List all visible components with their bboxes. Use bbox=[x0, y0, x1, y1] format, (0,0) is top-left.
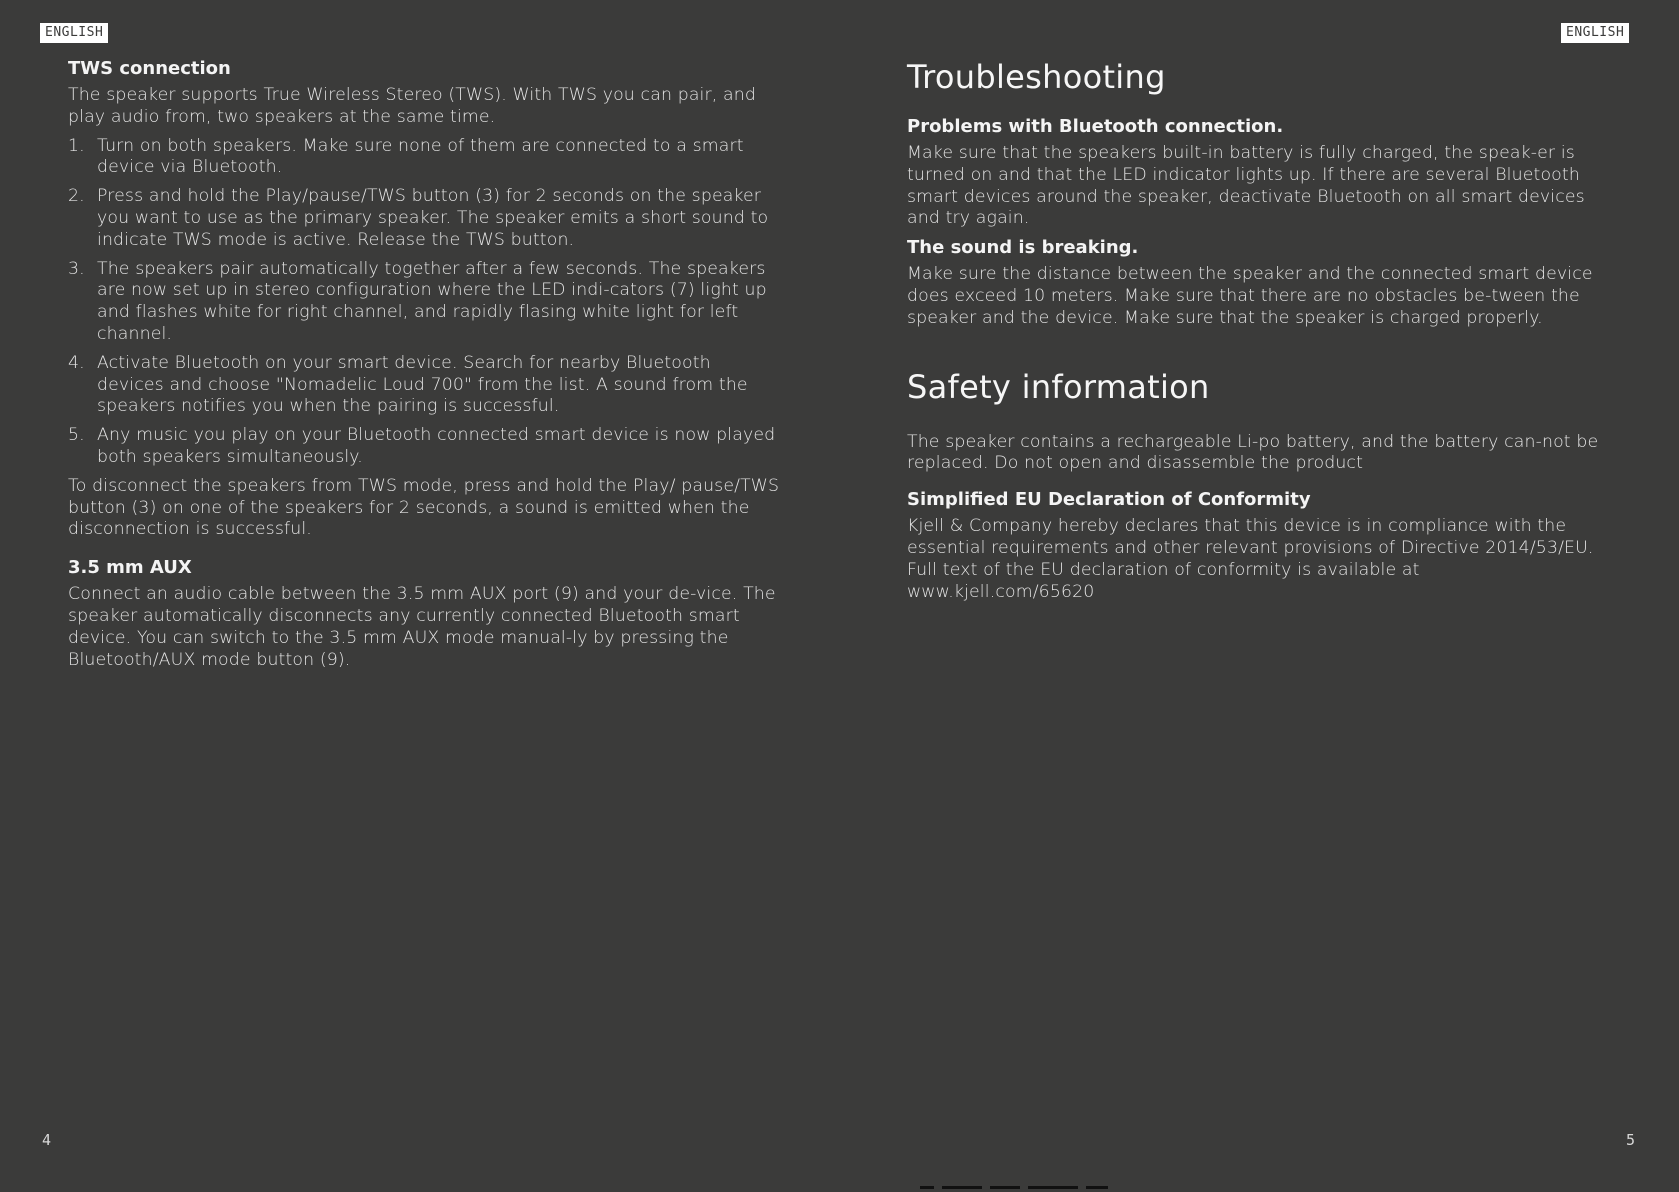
bt-problem-text: Make sure that the speakers built-in battery is fully charged, the speak-er is turned on and that the LED indicator lights up. If there are several Bluetooth smart devices around the speaker, deactivate Bluetooth on all smart devices and try again. bbox=[907, 143, 1585, 229]
page-number-left: 4 bbox=[42, 1131, 52, 1149]
list-item bbox=[68, 186, 780, 251]
step-number: 3. bbox=[68, 258, 85, 279]
language-badge-right: ENGLISH bbox=[1561, 23, 1629, 43]
page-number-right: 5 bbox=[1626, 1131, 1636, 1149]
list-item bbox=[68, 136, 780, 180]
sound-breaking-text: Make sure the distance between the speaker and the connected smart device does exceed 10 meters. Make sure that there are no obstacles be-tween the speaker and the device. Make sure that the speaker is charged properly. bbox=[907, 264, 1593, 328]
step-number: 4. bbox=[68, 352, 85, 373]
bt-problem-heading: Problems with Bluetooth connection. bbox=[907, 116, 1284, 137]
step-number: 2. bbox=[68, 186, 85, 207]
aux-text: Connect an audio cable between the 3.5 mm AUX port (9) and your de-vice. The speaker automatically disconnects any currently connected Bluetooth smart device. You can switch to the 3.5 mm AUX mode manual-ly by pressing the Bluetooth/AUX mode button (9). bbox=[68, 584, 776, 670]
step-number: 5. bbox=[68, 425, 85, 446]
troubleshooting-heading: Troubleshooting bbox=[907, 58, 1166, 96]
tws-heading: TWS connection bbox=[68, 58, 231, 79]
aux-heading: 3.5 mm AUX bbox=[68, 557, 192, 579]
edge-mark bbox=[990, 1186, 1020, 1189]
edge-mark bbox=[920, 1186, 934, 1189]
left-page-column bbox=[68, 58, 780, 671]
tws-intro: The speaker supports True Wireless Stereo (TWS). With TWS you can pair, and play audio from, two speakers at the same time. bbox=[68, 85, 757, 127]
step-text: Press and hold the Play/pause/TWS button (3) for 2 seconds on the speaker you want to use as the primary speaker. The speaker emits a short sound to indicate TWS mode is active. Release the TWS button. bbox=[97, 186, 769, 250]
step-text: Activate Bluetooth on your smart device. Search for nearby Bluetooth devices and choose "Nomadelic Loud 700" from the list. A sound from the speakers notifies you when the pairing is successful. bbox=[97, 352, 748, 417]
tws-disconnect-text: To disconnect the speakers from TWS mode, press and hold the Play/ pause/TWS button (3) on one of the speakers for 2 seconds, a sound is emitted when the disconnection is successful. bbox=[68, 475, 780, 540]
list-item bbox=[68, 259, 780, 346]
step-text: Any music you play on your Bluetooth connected smart device is now played both speakers simultaneously. bbox=[97, 425, 776, 467]
language-badge-left: ENGLISH bbox=[40, 23, 108, 43]
sound-breaking-heading: The sound is breaking. bbox=[907, 237, 1139, 259]
edge-mark bbox=[1028, 1186, 1078, 1189]
step-text: Turn on both speakers. Make sure none of them are connected to a smart device via Bluetooth. bbox=[97, 135, 744, 178]
list-item bbox=[68, 353, 780, 418]
edge-mark bbox=[1086, 1186, 1108, 1189]
eu-declaration-heading: Simplified EU Declaration of Conformity bbox=[907, 489, 1311, 511]
right-page-column bbox=[907, 58, 1607, 603]
tws-steps-list bbox=[68, 136, 780, 469]
eu-declaration-text: Kjell & Company hereby declares that this device is in compliance with the essential requirements and other relevant provisions of Directive 2014/53/EU. Full text of the EU declaration of conformity is available at www.kjell.com/65620 bbox=[907, 516, 1594, 602]
step-number: 1. bbox=[68, 135, 85, 156]
safety-text: The speaker contains a rechargeable Li-po battery, and the battery can-not be replaced. Do not open and disassemble the product bbox=[907, 431, 1599, 474]
bottom-edge-artifact bbox=[920, 1186, 1220, 1192]
edge-mark bbox=[942, 1186, 982, 1189]
step-text: The speakers pair automatically together after a few seconds. The speakers are now set up in stereo configuration where the LED indi-cators (7) light up and flashes white for right channel, and rapidly flasing white light for left channel. bbox=[97, 258, 767, 344]
list-item bbox=[68, 425, 780, 469]
safety-heading: Safety information bbox=[907, 367, 1210, 406]
